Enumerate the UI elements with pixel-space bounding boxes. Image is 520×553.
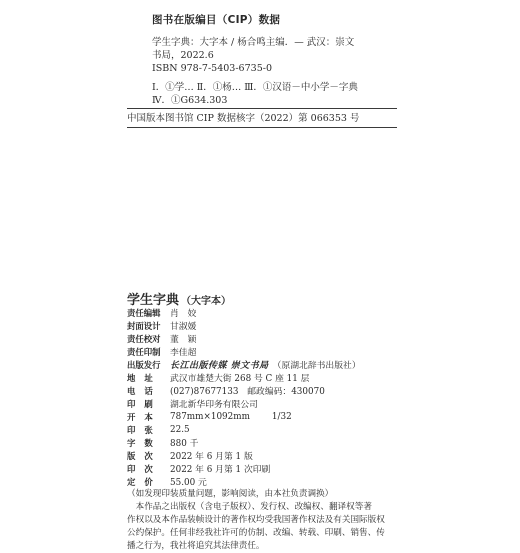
spec-label: 印刷 — [127, 398, 162, 409]
spec-value: 2022 年 6 月第 1 版 — [170, 452, 253, 462]
spec-row-phone — [127, 384, 325, 397]
cip-classification-line-2: Ⅳ．①G634.303 — [152, 95, 228, 106]
credit-row-cover-design — [127, 319, 196, 332]
cip-top-rule — [127, 108, 397, 109]
cip-entry-line-2: 书局，2022.6 — [152, 50, 214, 61]
spec-row-price — [127, 475, 207, 488]
credit-label: 责任印制 — [127, 346, 161, 357]
spec-value: 22.5 — [170, 424, 190, 435]
copyright-notice-line-1: 本作品之出版权（含电子版权）、发行权、改编权、翻译权等著 — [127, 502, 372, 512]
cip-classification-line-1: Ⅰ．①学… Ⅱ．①杨… Ⅲ．①汉语－中小学－字典 — [152, 82, 358, 93]
spec-label: 定价 — [127, 476, 162, 487]
credit-label: 责任编辑 — [127, 307, 161, 318]
spec-value: 787mm×1092mm — [170, 411, 250, 422]
book-edition: （大字本） — [181, 296, 232, 307]
cip-isbn: ISBN 978-7-5403-6735-0 — [152, 63, 272, 74]
publisher-label: 出版发行 — [127, 359, 161, 370]
publisher-row — [127, 358, 361, 371]
cip-record-number: 中国版本图书馆 CIP 数据核字（2022）第 066353 号 — [127, 113, 360, 124]
credit-label: 责任校对 — [127, 333, 161, 344]
spec-label: 版次 — [127, 450, 162, 461]
spec-row-word-count — [127, 436, 198, 449]
spec-label: 印张 — [127, 424, 162, 435]
spec-label: 印次 — [127, 463, 162, 474]
spec-value: 880 千 — [170, 439, 199, 449]
credit-label: 封面设计 — [127, 320, 161, 331]
spec-row-format — [127, 410, 292, 423]
spec-value: 湖北新华印务有限公司 — [170, 400, 258, 410]
credit-value: 肖 姣 — [170, 309, 197, 319]
copyright-notice-line-3: 公约保护。任何非经我社许可的仿制、改编、转载、印刷、销售、传 — [127, 528, 385, 538]
credit-row-proofreader — [127, 332, 196, 345]
spec-extra: 1/32 — [271, 411, 292, 422]
copyright-notice-line-4: 播之行为，我社将追究其法律责任。 — [127, 541, 265, 551]
cip-heading: 图书在版编目（CIP）数据 — [152, 14, 281, 26]
spec-label: 电话 — [127, 385, 162, 396]
credit-row-editor — [127, 306, 196, 319]
spec-label: 开本 — [127, 411, 162, 422]
spec-row-address — [127, 371, 309, 384]
credit-row-print-manager — [127, 345, 196, 358]
copyright-notice-line-2: 作权以及本作品装帧设计的著作权均受我国著作权法及有关国际版权 — [127, 515, 385, 525]
spec-row-edition — [127, 449, 253, 462]
credit-value: 甘淑媛 — [170, 322, 197, 332]
spec-value: (027)87677133 邮政编码：430070 — [170, 387, 325, 397]
book-title-text: 学生字典 — [127, 293, 180, 308]
cip-bottom-rule — [127, 127, 397, 128]
spec-row-printer — [127, 397, 258, 410]
publisher-logo: 长江出版传媒 崇文书局 — [170, 361, 269, 371]
spec-row-sheets — [127, 423, 190, 436]
spec-label: 字数 — [127, 437, 162, 448]
credit-value: 李佳超 — [170, 348, 197, 358]
quality-notice: （如发现印装质量问题，影响阅读，由本社负责调换） — [127, 489, 334, 499]
spec-value: 55.00 元 — [170, 478, 207, 488]
spec-row-impression — [127, 462, 270, 475]
cip-entry-line-1: 学生字典：大字本 / 杨合鸣主编．— 武汉：崇文 — [152, 37, 355, 48]
spec-label: 地址 — [127, 372, 162, 383]
spec-value: 武汉市雄楚大街 268 号 C 座 11 层 — [170, 374, 310, 384]
credit-value: 董 颖 — [170, 335, 197, 345]
spec-value: 2022 年 6 月第 1 次印刷 — [170, 465, 271, 475]
publisher-note: （原湖北辞书出版社） — [272, 361, 361, 371]
